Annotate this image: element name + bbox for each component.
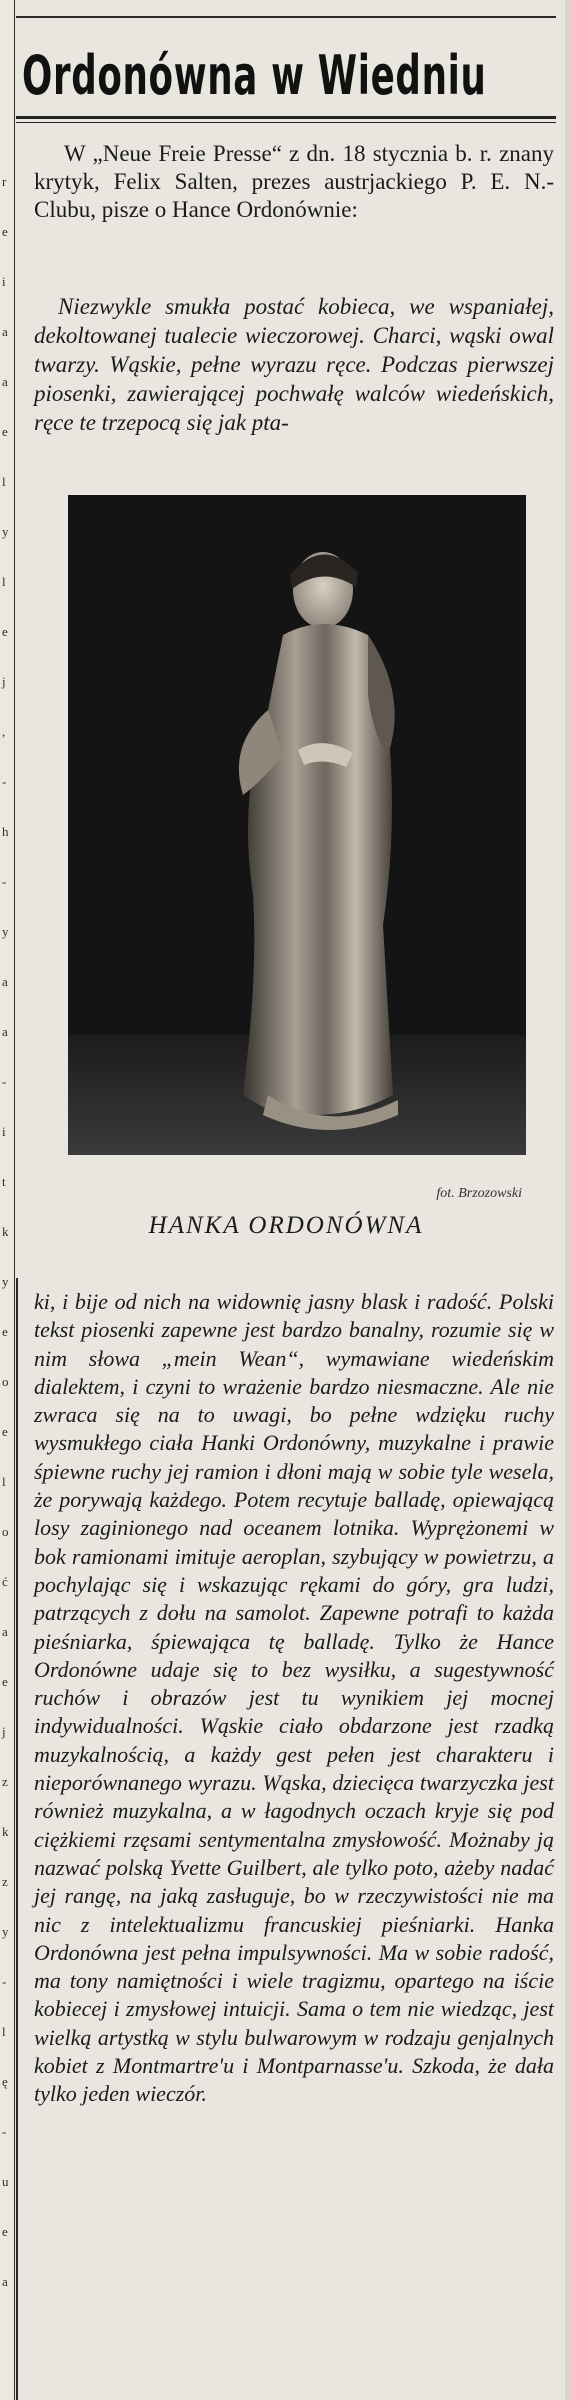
left-column-fragment: e [2,424,8,439]
left-column-fragment: j [2,1724,6,1739]
left-column-fragment: l [2,474,6,489]
left-column-fragment: e [2,1424,8,1439]
left-column-fragment: l [2,1474,6,1489]
left-column-fragment: a [2,974,8,989]
intro-paragraph: W „Neue Freie Presse“ z dn. 18 stycznia b. r. znany krytyk, Felix Salten, prezes austrjackiego P. E. N.-Clubu, pisze o Hance Ordonównie: [34,141,554,222]
left-column-fragment: ć [2,1574,8,1589]
left-column-fragment: k [2,1224,9,1239]
left-column-fragment: h [2,824,9,839]
left-column-fragment: y [2,524,9,539]
photo-credit: fot. Brzozowski [436,1186,522,1201]
left-column-fragment: a [2,2274,8,2289]
singer-figure [68,495,526,1155]
adjacent-column-strip [0,0,15,2400]
left-column-fragment: - [2,874,7,889]
quote-paragraph-2: ki, i bije od nich na widownię jasny blask i radość. Polski tekst piosenki zapewne jest bardzo banalny, rozumie się w nim słowa „mein Wean“, wymawiane wiedeńskim dialektem, i czyni to wrażenie bardzo niesmaczne. Ale nie zwraca się na to uwagi, bo pełne wdzięku ruchy wysmukłego ciała Hanki Ordonówny, muzykalne i prawie śpiewne ruchy jej ramion i dłoni mają w sobie tyle wesela, że porywają każdego. Potem recytuje balladę, opiewającą losy zaginionego nad oceanem lotnika. Wyprężonemi w bok ramionami imituje aeroplan, szybujący w powietrzu, a pochylając się i wskazując rękami do góry, gra ludzi, patrzących z dołu na samolot. Zapewne potrafi to każda pieśniarka, śpiewająca tę balladę. Tylko że Hance Ordonówne udaje się to bez wysiłku, a sugestywność ruchów i obrazów jest tu wynikiem jej mocnej indywidualności. Wąskie ciało obdarzone jest rzadką muzykalnością, a każdy gest pełen jest charakteru i nieporównanego wyrazu. Wąska, dziecięca twarzyczka jest również muzykalna, a w łagodnych oczach kryje się pod ciężkiemi rzęsami sentymentalna zmysłowość. Możnaby ją nazwać polską Yvette Guilbert, ale tylko poto, ażeby nadać jej rangę, na jaką zasługuje, bo w rzeczywistości nie ma nic z intelektualizmu francuskiej pieśniarki. Hanka Ordonówna jest pełna impulsywności. Ma w sobie radość, ma tony namiętności i wiele tragizmu, opartego na iście kobiecej i zmysłowej intuicji. Sama o tem nie wiedząc, jest wielką artystką w stylu bulwarowym w rodzaju genjalnych kobiet z Montmartre'u i Montparnasse'u. Szkoda, że dała tylko jeden wieczór. [34,1289,554,2107]
left-column-fragment: , [2,724,6,739]
headline-rule [16,116,556,119]
left-column-fragment: e [2,224,8,239]
left-column-fragment: i [2,274,6,289]
left-column-fragment: y [2,1924,9,1939]
portrait-photo [68,495,526,1155]
left-column-fragment: j [2,674,6,689]
left-column-fragment: k [2,1824,9,1839]
left-column-fragment: y [2,924,9,939]
headline-rule-thin [16,122,556,123]
left-column-fragment: a [2,374,8,389]
right-page-edge [565,0,571,2400]
article-column [16,0,556,2400]
left-column-fragment: - [2,1074,7,1089]
left-column-fragment: l [2,2024,6,2039]
top-rule [16,16,556,18]
quote-paragraph-1: Niezwykle smukła postać kobieca, we wspaniałej, dekoltowanej tualecie wieczorowej. Charci, wąski owal twarzy. Wąskie, pełne wyrazu ręce. Podczas pierwszej piosenki, zawierającej pochwałę walców wiedeńskich, ręce te trzepocą się jak pta- [34,294,554,435]
left-column-fragment: t [2,1174,6,1189]
left-column-fragment: e [2,624,8,639]
left-column-fragment: z [2,1774,8,1789]
left-column-fragment: - [2,2124,7,2139]
left-column-fragment: e [2,2224,8,2239]
left-column-fragment: a [2,324,8,339]
left-column-fragment: - [2,774,7,789]
left-column-fragment: u [2,2174,9,2189]
left-column-fragment: r [2,174,7,189]
left-column-fragment: - [2,1974,7,1989]
left-column-fragment: o [2,1524,9,1539]
left-column-fragment: o [2,1374,9,1389]
left-column-fragment: ę [2,2074,8,2089]
column-rule [16,1278,18,2400]
left-column-fragment: e [2,1324,8,1339]
photo-caption: HANKA ORDONÓWNA [148,1212,424,1239]
left-column-fragment: a [2,1024,8,1039]
headline: Ordonówna w Wiedniu [22,44,487,107]
left-column-fragment: l [2,574,6,589]
left-column-fragment: a [2,1624,8,1639]
left-column-fragment: e [2,1674,8,1689]
left-column-fragment: y [2,1274,9,1289]
left-column-fragment: i [2,1124,6,1139]
left-column-fragment: z [2,1874,8,1889]
